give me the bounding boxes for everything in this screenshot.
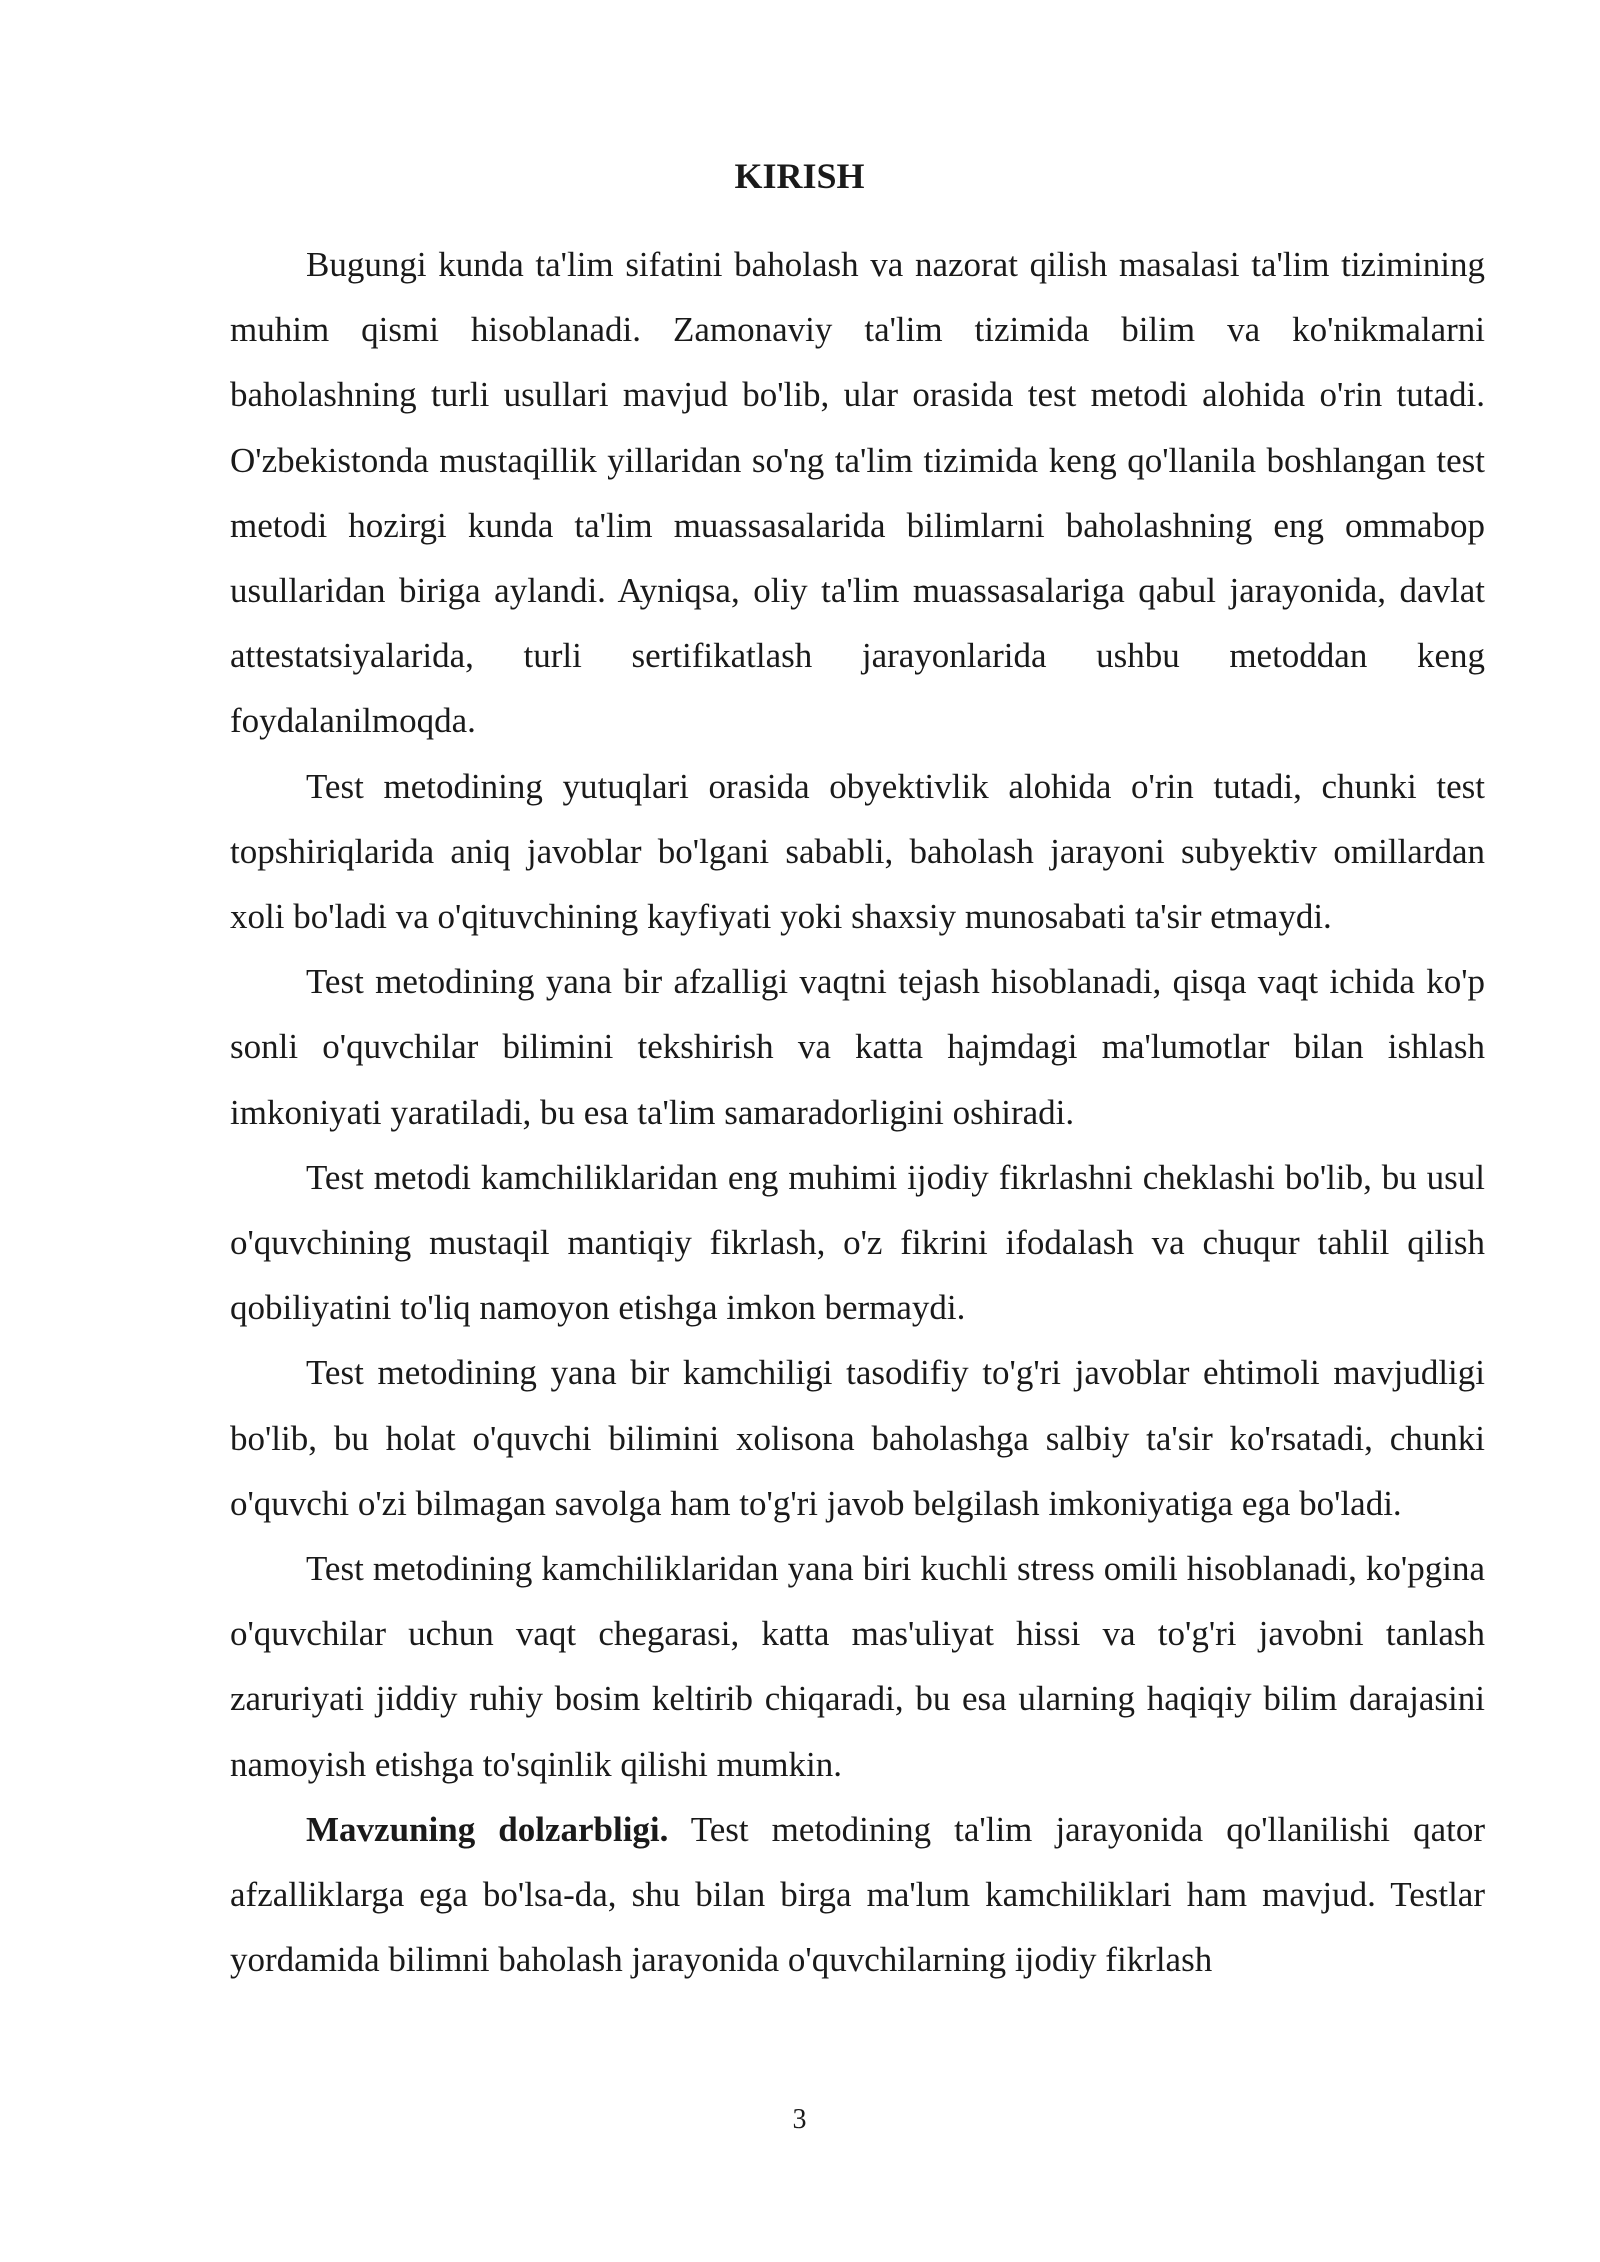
paragraph-lead-bold: Mavzuning dolzarbligi. <box>306 1809 669 1849</box>
paragraph-text: Test metodining yana bir afzalligi vaqtni tejash hisoblanadi, qisqa vaqt ichida ko'p sonli o'quvchilar bilimini tekshirish va katta hajmdagi ma'lumotlar bilan ishlash imkoniyati yaratiladi, bu esa ta'lim samaradorligini oshiradi. <box>230 962 1485 1132</box>
paragraph-text: Test metodining kamchiliklaridan yana biri kuchli stress omili hisoblanadi, ko'pgina o'quvchilar uchun vaqt chegarasi, katta mas'uliyat hissi va to'g'ri javobni tanlash zaruriyati jiddiy ruhiy bosim keltirib chiqaradi, bu esa ularning haqiqiy bilim darajasini namoyish etishga to'sqinlik qilishi mumkin. <box>230 1549 1485 1784</box>
paragraph <box>230 949 1485 1145</box>
paragraph-text: Test metodining yana bir kamchiligi tasodifiy to'g'ri javoblar ehtimoli mavjudligi bo'lib, bu holat o'quvchi bilimini xolisona baholashga salbiy ta'sir ko'rsatadi, chunki o'quvchi o'zi bilmagan savolga ham to'g'ri javob belgilash imkoniyatiga ega bo'ladi. <box>230 1353 1485 1523</box>
body-text <box>230 232 1485 1992</box>
paragraph <box>230 1536 1485 1797</box>
paragraph-text: Test metodining yutuqlari orasida obyektivlik alohida o'rin tutadi, chunki test topshiriqlarida aniq javoblar bo'lgani sababli, baholash jarayoni subyektiv omillardan xoli bo'ladi va o'qituvchining kayfiyati yoki shaxsiy munosabati ta'sir etmaydi. <box>230 766 1485 937</box>
paragraph-text: Bugungi kunda ta'lim sifatini baholash va nazorat qilish masalasi ta'lim tizimining muhim qismi hisoblanadi. Zamonaviy ta'lim tizimida bilim va ko'nikmalarni baholashning turli usullari mavjud bo'lib, ular orasida test metodi alohida o'rin tutadi. O'zbekistonda mustaqillik yillaridan so'ng ta'lim tizimida keng qo'llanila boshlangan test metodi hozirgi kunda ta'lim muassasalarida bilimlarni baholashning eng ommabop usullaridan biriga aylandi. Ayniqsa, oliy ta'lim muassasalariga qabul jarayonida, davlat attestatsiyalarida, turli sertifikatlash jarayonlarida ushbu metoddan keng foydalanilmoqda. <box>230 245 1485 741</box>
page-number: 3 <box>792 2104 807 2135</box>
paragraph <box>230 1145 1485 1341</box>
paragraph-text: Test metodi kamchiliklaridan eng muhimi ijodiy fikrlashni cheklashi bo'lib, bu usul o'quvchining mustaqil mantiqiy fikrlash, o'z fikrini ifodalash va chuqur tahlil qilish qobiliyatini to'liq namoyon etishga imkon bermaydi. <box>230 1157 1485 1328</box>
paragraph <box>230 754 1485 950</box>
section-title: KIRISH <box>734 156 865 196</box>
paragraph-text: Test metodining ta'lim jarayonida qo'llanilishi qator afzalliklarga ega bo'lsa-da, shu bilan birga ma'lum kamchiliklari ham mavjud. Testlar yordamida bilimni baholash jarayonida o'quvchilarning ijodiy fikrlash <box>230 1809 1485 1980</box>
paragraph <box>230 232 1485 754</box>
paragraph <box>230 1797 1485 1993</box>
paragraph <box>230 1340 1485 1536</box>
